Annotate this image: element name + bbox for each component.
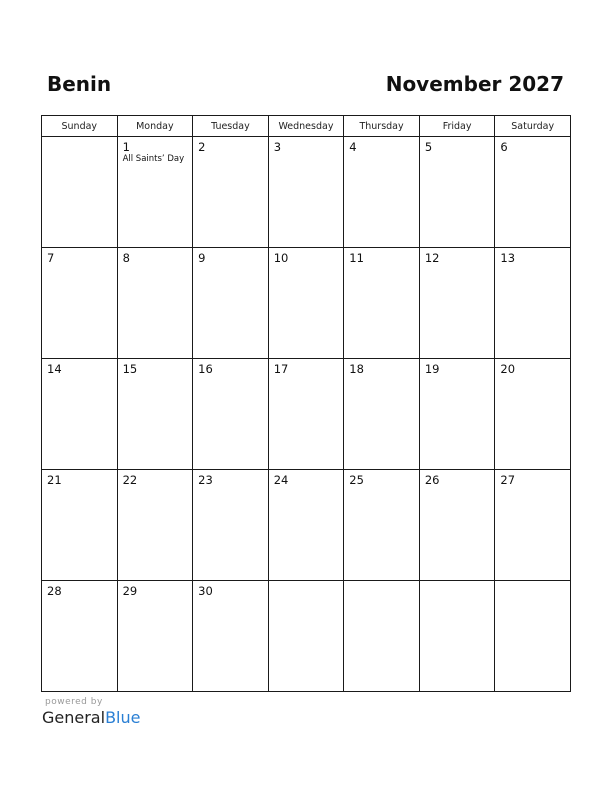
day-number: 10 [273, 251, 289, 265]
weekday-monday: Monday [117, 116, 193, 137]
day-number: 11 [349, 251, 364, 265]
day-number [42, 137, 117, 140]
day-number [495, 581, 570, 584]
week-row [42, 581, 571, 692]
day-number: 14 [47, 362, 62, 376]
day-cell [42, 470, 118, 581]
day-number: 3 [273, 140, 282, 154]
day-cell [268, 581, 344, 692]
weekday-header-row [42, 116, 571, 137]
week-row [42, 248, 571, 359]
day-number: 13 [500, 251, 516, 265]
day-cell [193, 359, 269, 470]
day-number: 18 [349, 362, 364, 376]
day-cell [117, 359, 193, 470]
powered-by-label: powered by [45, 697, 103, 707]
week-row [42, 470, 571, 581]
day-number: 8 [122, 251, 130, 265]
day-cell [419, 248, 495, 359]
day-number: 5 [424, 140, 433, 154]
weekday-wednesday: Wednesday [268, 116, 344, 137]
day-number: 20 [500, 362, 516, 376]
day-number [269, 581, 344, 584]
day-number [344, 581, 419, 584]
day-cell [193, 137, 269, 248]
day-cell [344, 359, 420, 470]
country-title: Benin [47, 72, 112, 96]
day-number: 12 [424, 251, 440, 265]
day-cell [42, 137, 118, 248]
day-cell [419, 581, 495, 692]
day-cell [193, 470, 269, 581]
week-row [42, 137, 571, 248]
day-cell [117, 581, 193, 692]
day-number: 26 [424, 473, 440, 487]
day-number: 21 [47, 473, 62, 487]
day-number: 27 [500, 473, 516, 487]
day-cell [193, 248, 269, 359]
day-cell [495, 470, 571, 581]
logo-text-general: General [42, 708, 106, 727]
day-cell [268, 470, 344, 581]
day-cell [344, 248, 420, 359]
day-cell [42, 359, 118, 470]
weekday-thursday: Thursday [344, 116, 420, 137]
weekday-sunday: Sunday [42, 116, 118, 137]
day-cell [193, 581, 269, 692]
day-number: 9 [198, 251, 206, 265]
day-cell [419, 359, 495, 470]
day-number: 22 [122, 473, 138, 487]
day-cell [495, 248, 571, 359]
weekday-tuesday: Tuesday [193, 116, 269, 137]
month-year-title: November 2027 [385, 72, 564, 96]
day-number: 7 [47, 251, 55, 265]
week-row [42, 359, 571, 470]
day-number: 29 [122, 584, 138, 598]
calendar-grid [41, 115, 571, 692]
day-number: 24 [273, 473, 289, 487]
day-number: 25 [349, 473, 364, 487]
logo-text-blue: Blue [105, 708, 141, 727]
day-number [420, 581, 495, 584]
day-number: 28 [47, 584, 62, 598]
day-cell [419, 470, 495, 581]
day-number: 6 [500, 140, 508, 154]
day-cell [117, 248, 193, 359]
day-cell [344, 581, 420, 692]
day-number: 23 [198, 473, 213, 487]
day-number: 4 [349, 140, 357, 154]
day-number: 19 [424, 362, 440, 376]
day-cell [495, 581, 571, 692]
holiday-label: All Saints’ Day [122, 154, 185, 164]
day-cell [268, 137, 344, 248]
weekday-saturday: Saturday [495, 116, 571, 137]
day-cell [42, 248, 118, 359]
day-cell [344, 137, 420, 248]
day-cell [117, 137, 193, 248]
day-cell [117, 470, 193, 581]
day-cell [268, 248, 344, 359]
day-cell [495, 359, 571, 470]
weekday-friday: Friday [419, 116, 495, 137]
day-cell [268, 359, 344, 470]
day-number: 2 [198, 140, 206, 154]
day-cell [42, 581, 118, 692]
day-number: 1 [122, 140, 130, 154]
day-cell [495, 137, 571, 248]
day-number: 30 [198, 584, 213, 598]
day-cell [419, 137, 495, 248]
day-number: 16 [198, 362, 213, 376]
day-number: 17 [273, 362, 289, 376]
day-cell [344, 470, 420, 581]
calendar-body [42, 137, 571, 692]
generalblue-logo [42, 708, 140, 728]
day-number: 15 [122, 362, 138, 376]
